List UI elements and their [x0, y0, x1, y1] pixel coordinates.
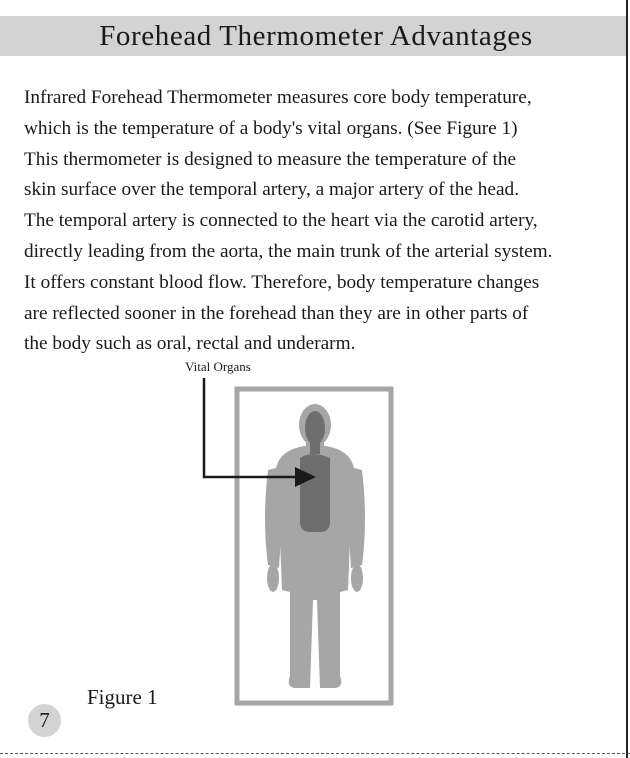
bottom-divider: [0, 753, 630, 757]
page-number-badge: 7: [28, 704, 61, 737]
figure-caption: Figure 1: [87, 685, 158, 709]
body-line: directly leading from the aorta, the main trunk of the arterial system.: [24, 240, 553, 262]
vital-organs-label: Vital Organs: [185, 359, 251, 374]
body-line: The temporal artery is connected to the heart via the carotid artery,: [24, 210, 538, 232]
vital-organs-arrow-icon: [204, 378, 316, 487]
body-line: which is the temperature of a body's vital organs. (See Figure 1): [24, 117, 518, 139]
body-line: Infrared Forehead Thermometer measures core body temperature,: [24, 87, 532, 108]
body-line: the body such as oral, rectal and underarm.: [24, 333, 356, 355]
body-line: are reflected sooner in the forehead than they are in other parts of: [24, 302, 529, 324]
body-line: This thermometer is designed to measure the temperature of the: [24, 148, 517, 170]
page-title: Forehead Thermometer Advantages: [99, 20, 533, 52]
body-line: skin surface over the temporal artery, a major artery of the head.: [24, 179, 520, 201]
body-line: It offers constant blood flow. Therefore, body temperature changes: [24, 271, 540, 293]
